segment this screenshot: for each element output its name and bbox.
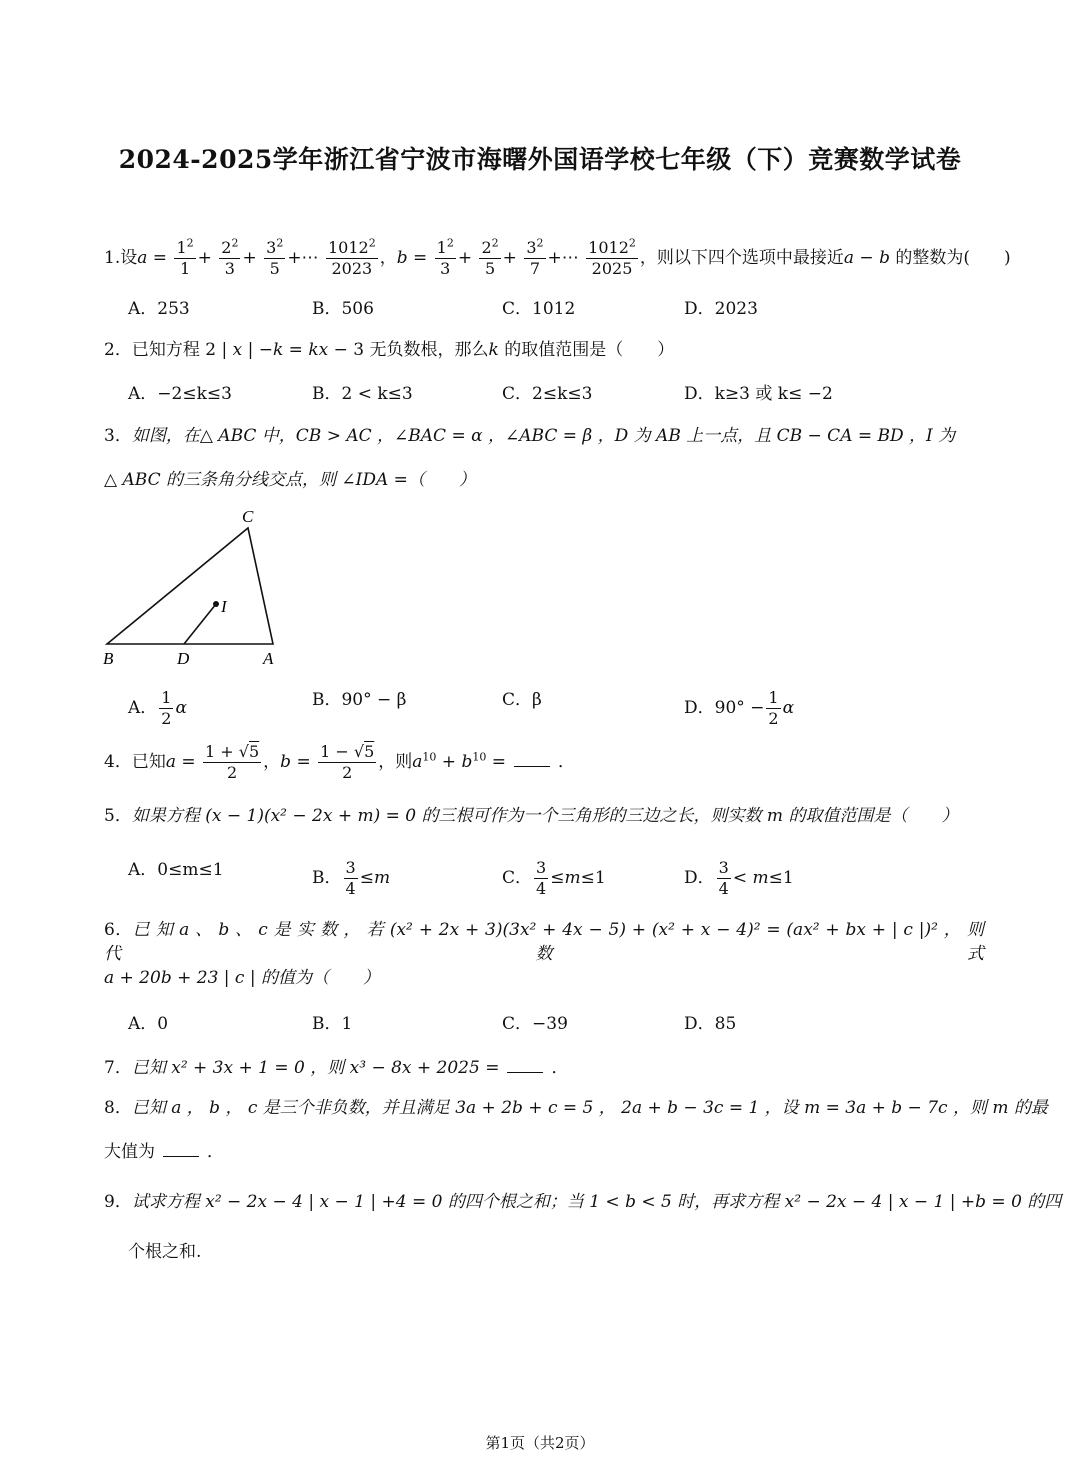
page-footer: 第1页（共2页）: [485, 1434, 595, 1452]
option-c[interactable]: C． $\frac{3}{4}$ ≤m≤1: [502, 858, 606, 898]
option-b[interactable]: B．506: [312, 299, 374, 319]
question-1: 1.设a = $\frac{1^2}{1}$ + $\frac{2^2}{3}$ + $\frac{3^2}{5}$ +⋯ $\frac{1012^2}{2023}$ ，b = $\frac{1^2}{3}$ + $\frac{2^2}{5}$ + $\frac{3^2}{7}$ +⋯ $\frac{1012^2}{2025}$ ，则以下四个选项中最接近a − b 的整数为( ): [104, 236, 1011, 278]
option-a[interactable]: A．253: [128, 299, 190, 319]
question-2: 2．已知方程 2 | x | −k = kx − 3 无负数根，那么k 的取值范围是（ ）: [104, 340, 675, 360]
segment-di: [184, 604, 216, 644]
question-3-line-1: 3．如图，在△ ABC 中，CB > AC ，∠BAC = α ，∠ABC = β ，D 为 AB 上一点，且 CB − CA = BD ，I 为: [104, 426, 956, 446]
question-7: 7．已知 x² + 3x + 1 = 0 ，则 x³ − 8x + 2025 = ．: [104, 1058, 569, 1078]
question-9-line-1: 9．试求方程 x² − 2x − 4 | x − 1 | +4 = 0 的四个根之和；当 1 < b < 5 时，再求方程 x² − 2x − 4 | x − 1 | +b = 0 的四: [104, 1192, 1062, 1212]
option-a[interactable]: A． $\frac{1}{2}$ α: [128, 688, 187, 728]
label-b: B: [103, 649, 114, 668]
answer-blank[interactable]: [163, 1140, 199, 1157]
question-6-line-1: 6．已 知 a 、 b 、 c 是 实 数 ， 若 (x² + 2x + 3)(3x² + 4x − 5) + (x² + x − 4)² = (ax² + bx + | c |)² ， 则 代 数 式: [104, 920, 984, 964]
option-c[interactable]: C．−39: [502, 1014, 568, 1034]
option-d[interactable]: D． $\frac{3}{4}$ < m≤1: [684, 858, 794, 898]
option-d[interactable]: D．90° − $\frac{1}{2}$ α: [684, 688, 795, 728]
incenter-point: [213, 601, 219, 607]
label-i: I: [221, 597, 227, 616]
option-a[interactable]: A．0: [128, 1014, 169, 1034]
option-c[interactable]: C．1012: [502, 299, 576, 319]
option-c[interactable]: C．2≤k≤3: [502, 384, 593, 404]
option-d[interactable]: D．85: [684, 1014, 737, 1034]
question-8-line-1: 8．已知 a ， b ， c 是三个非负数，并且满足 3a + 2b + c = 5 ， 2a + b − 3c = 1 ，设 m = 3a + b − 7c ，则 m 的最: [104, 1098, 1048, 1118]
option-d[interactable]: D．k≥3 或 k≤ −2: [684, 384, 833, 404]
exam-title: 2024-2025学年浙江省宁波市海曙外国语学校七年级（下）竞赛数学试卷: [118, 145, 962, 174]
option-a[interactable]: A．−2≤k≤3: [128, 384, 232, 404]
option-b[interactable]: B．90° − β: [312, 690, 407, 710]
label-d: D: [177, 649, 190, 668]
option-d[interactable]: D．2023: [684, 299, 758, 319]
question-5: 5．如果方程 (x − 1)(x² − 2x + m) = 0 的三根可作为一个三角形的三边之长，则实数 m 的取值范围是（ ）: [104, 806, 959, 826]
option-a[interactable]: A．0≤m≤1: [128, 860, 224, 880]
question-8-line-2: 大值为 ．: [104, 1142, 224, 1162]
question-9-line-2: 个根之和.: [128, 1242, 202, 1262]
label-c: C: [242, 507, 254, 526]
option-c[interactable]: C．β: [502, 690, 542, 710]
answer-blank[interactable]: [507, 1056, 543, 1073]
label-a: A: [263, 649, 274, 668]
question-3-line-2: △ ABC 的三条角分线交点，则 ∠IDA =（ ）: [104, 470, 476, 490]
triangle-abc: [107, 528, 273, 644]
triangle-figure: [100, 504, 290, 674]
question-4: 4．已知a = $\frac{1 + √5}{2}$ ，b = $\frac{1 - √5}{2}$ ，则$a^{10} + b^{10}$ = ．: [104, 742, 576, 782]
option-b[interactable]: B．2 < k≤3: [312, 384, 413, 404]
option-b[interactable]: B．1: [312, 1014, 353, 1034]
option-b[interactable]: B． $\frac{3}{4}$ ≤m: [312, 858, 391, 898]
question-6-line-2: a + 20b + 23 | c | 的值为（ ）: [104, 968, 380, 988]
answer-blank[interactable]: [514, 750, 550, 767]
